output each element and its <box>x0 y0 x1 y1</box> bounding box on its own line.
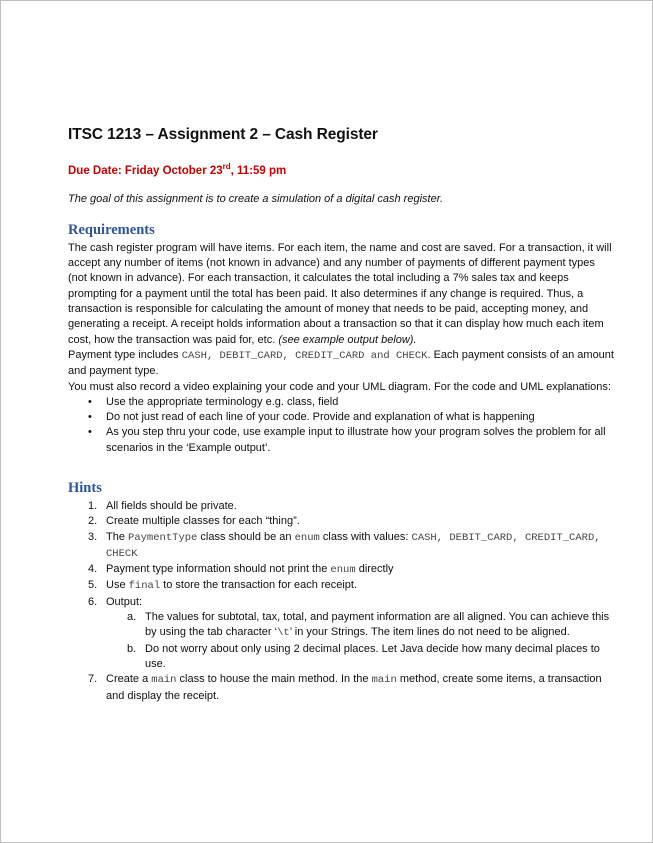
hint-text: Use <box>106 579 126 592</box>
list-letter: b. <box>127 642 137 655</box>
list-item <box>68 395 616 410</box>
bullet-icon: • <box>88 395 92 408</box>
document-title: ITSC 1213 – Assignment 2 – Cash Register <box>68 126 378 143</box>
list-number: 5. <box>88 579 98 592</box>
list-item <box>106 642 616 673</box>
hint-code: main <box>371 674 397 687</box>
bullet-text: As you step thru your code, use example input to illustrate how your program solves the problem for all scenarios in the ‘Example output’. <box>106 426 606 454</box>
payment-types-code: CASH, DEBIT_CARD, CREDIT_CARD and CHECK <box>181 349 428 362</box>
list-item <box>106 610 616 642</box>
hint-text: All fields should be private. <box>106 499 237 512</box>
list-letter: a. <box>127 611 137 624</box>
hint-text: Do not worry about only using 2 decimal places. Let Java decide how many decimal places to use. <box>145 642 600 670</box>
payment-types-paragraph <box>68 348 616 380</box>
hint-text: method, create some items, a transaction and display the receipt. <box>106 673 602 702</box>
requirements-text: The cash register program will have items. For each item, the name and cost are saved. For a transaction, it will accept any number of items (not known in advance) and any number of payments of different payment types (not known in advance). For each transaction, it calculates the total including a 7% sales tax and keeps prompting for a payment until the total has been paid. It also determines if any change is required. Thus, a transaction is responsible for calculating the amount of money that needs to be paid, accepting money, and generating a receipt. A receipt holds information about a transaction so that it can display how much each item cost, how the transaction was paid for, etc. <box>68 241 612 346</box>
hint-text: Payment type information should not print the <box>106 563 328 576</box>
assignment-goal: The goal of this assignment is to create a simulation of a digital cash register. <box>68 192 444 205</box>
list-item <box>68 514 616 529</box>
hint-code: main <box>151 674 177 687</box>
list-item <box>68 595 616 672</box>
list-number: 4. <box>88 563 98 576</box>
bullet-icon: • <box>88 411 92 424</box>
hint-code: PaymentType <box>128 531 198 544</box>
page-border-left <box>0 0 1 843</box>
bullet-text: Use the appropriate terminology e.g. class, field <box>106 395 339 408</box>
document-page <box>68 126 616 704</box>
due-date-superscript: rd <box>222 162 231 171</box>
payment-types-text-a: Payment type includes <box>68 348 179 361</box>
list-item <box>68 425 616 456</box>
list-item <box>68 578 616 594</box>
list-number: 1. <box>88 499 98 512</box>
video-bullet-list <box>68 395 616 456</box>
hint-code: enum <box>294 531 320 544</box>
list-item <box>68 672 616 704</box>
hint-text: The values for subtotal, tax, total, and payment information are all aligned <box>145 611 503 624</box>
payment-types-text-b: . Each payment consists of an amount and payment type. <box>68 348 614 378</box>
requirements-paragraph <box>68 241 616 348</box>
requirements-note: (see example output below). <box>278 333 417 346</box>
hint-text: Create a <box>106 673 149 686</box>
list-item <box>68 410 616 425</box>
hints-heading: Hints <box>68 479 102 496</box>
due-date <box>68 162 616 177</box>
requirements-heading: Requirements <box>68 221 155 238</box>
list-item <box>68 562 616 578</box>
hint-text: directly <box>358 563 394 576</box>
due-date-prefix: Due Date: Friday October 23 <box>68 164 223 177</box>
hint-text: . You can achieve this by using the tab character ‘ <box>145 611 610 639</box>
list-number: 3. <box>88 530 98 543</box>
output-sublist <box>106 610 616 672</box>
hint-text: ’ in your Strings. The item lines do not need to be aligned. <box>289 626 570 639</box>
list-item <box>68 499 616 514</box>
hint-text: class with values: <box>322 530 409 543</box>
hint-code: \t <box>277 627 290 640</box>
list-number: 2. <box>88 515 98 528</box>
list-item <box>68 530 616 563</box>
hint-text: Create multiple classes for each “thing”. <box>106 515 300 528</box>
hint-text: Output: <box>106 595 143 608</box>
page-border-top <box>0 0 653 1</box>
bullet-icon: • <box>88 426 92 439</box>
list-number: 7. <box>88 673 98 686</box>
hint-text: to store the transaction for each receipt. <box>163 579 358 592</box>
hint-text: class should be an <box>200 530 292 543</box>
list-number: 6. <box>88 595 98 608</box>
hint-code: final <box>128 580 161 593</box>
hint-text: The <box>106 530 125 543</box>
bullet-text: Do not just read of each line of your code. Provide and explanation of what is happening <box>106 411 535 424</box>
hint-text: class to house the main method. In the <box>179 673 369 686</box>
video-paragraph: You must also record a video explaining your code and your UML diagram. For the code and UML explanations: <box>68 380 611 393</box>
hint-code: enum <box>330 564 356 577</box>
due-date-suffix: , 11:59 pm <box>230 164 287 177</box>
hint-code: CASH, DEBIT_CARD, CREDIT_CARD, CHECK <box>106 531 601 560</box>
hints-list <box>68 499 616 704</box>
